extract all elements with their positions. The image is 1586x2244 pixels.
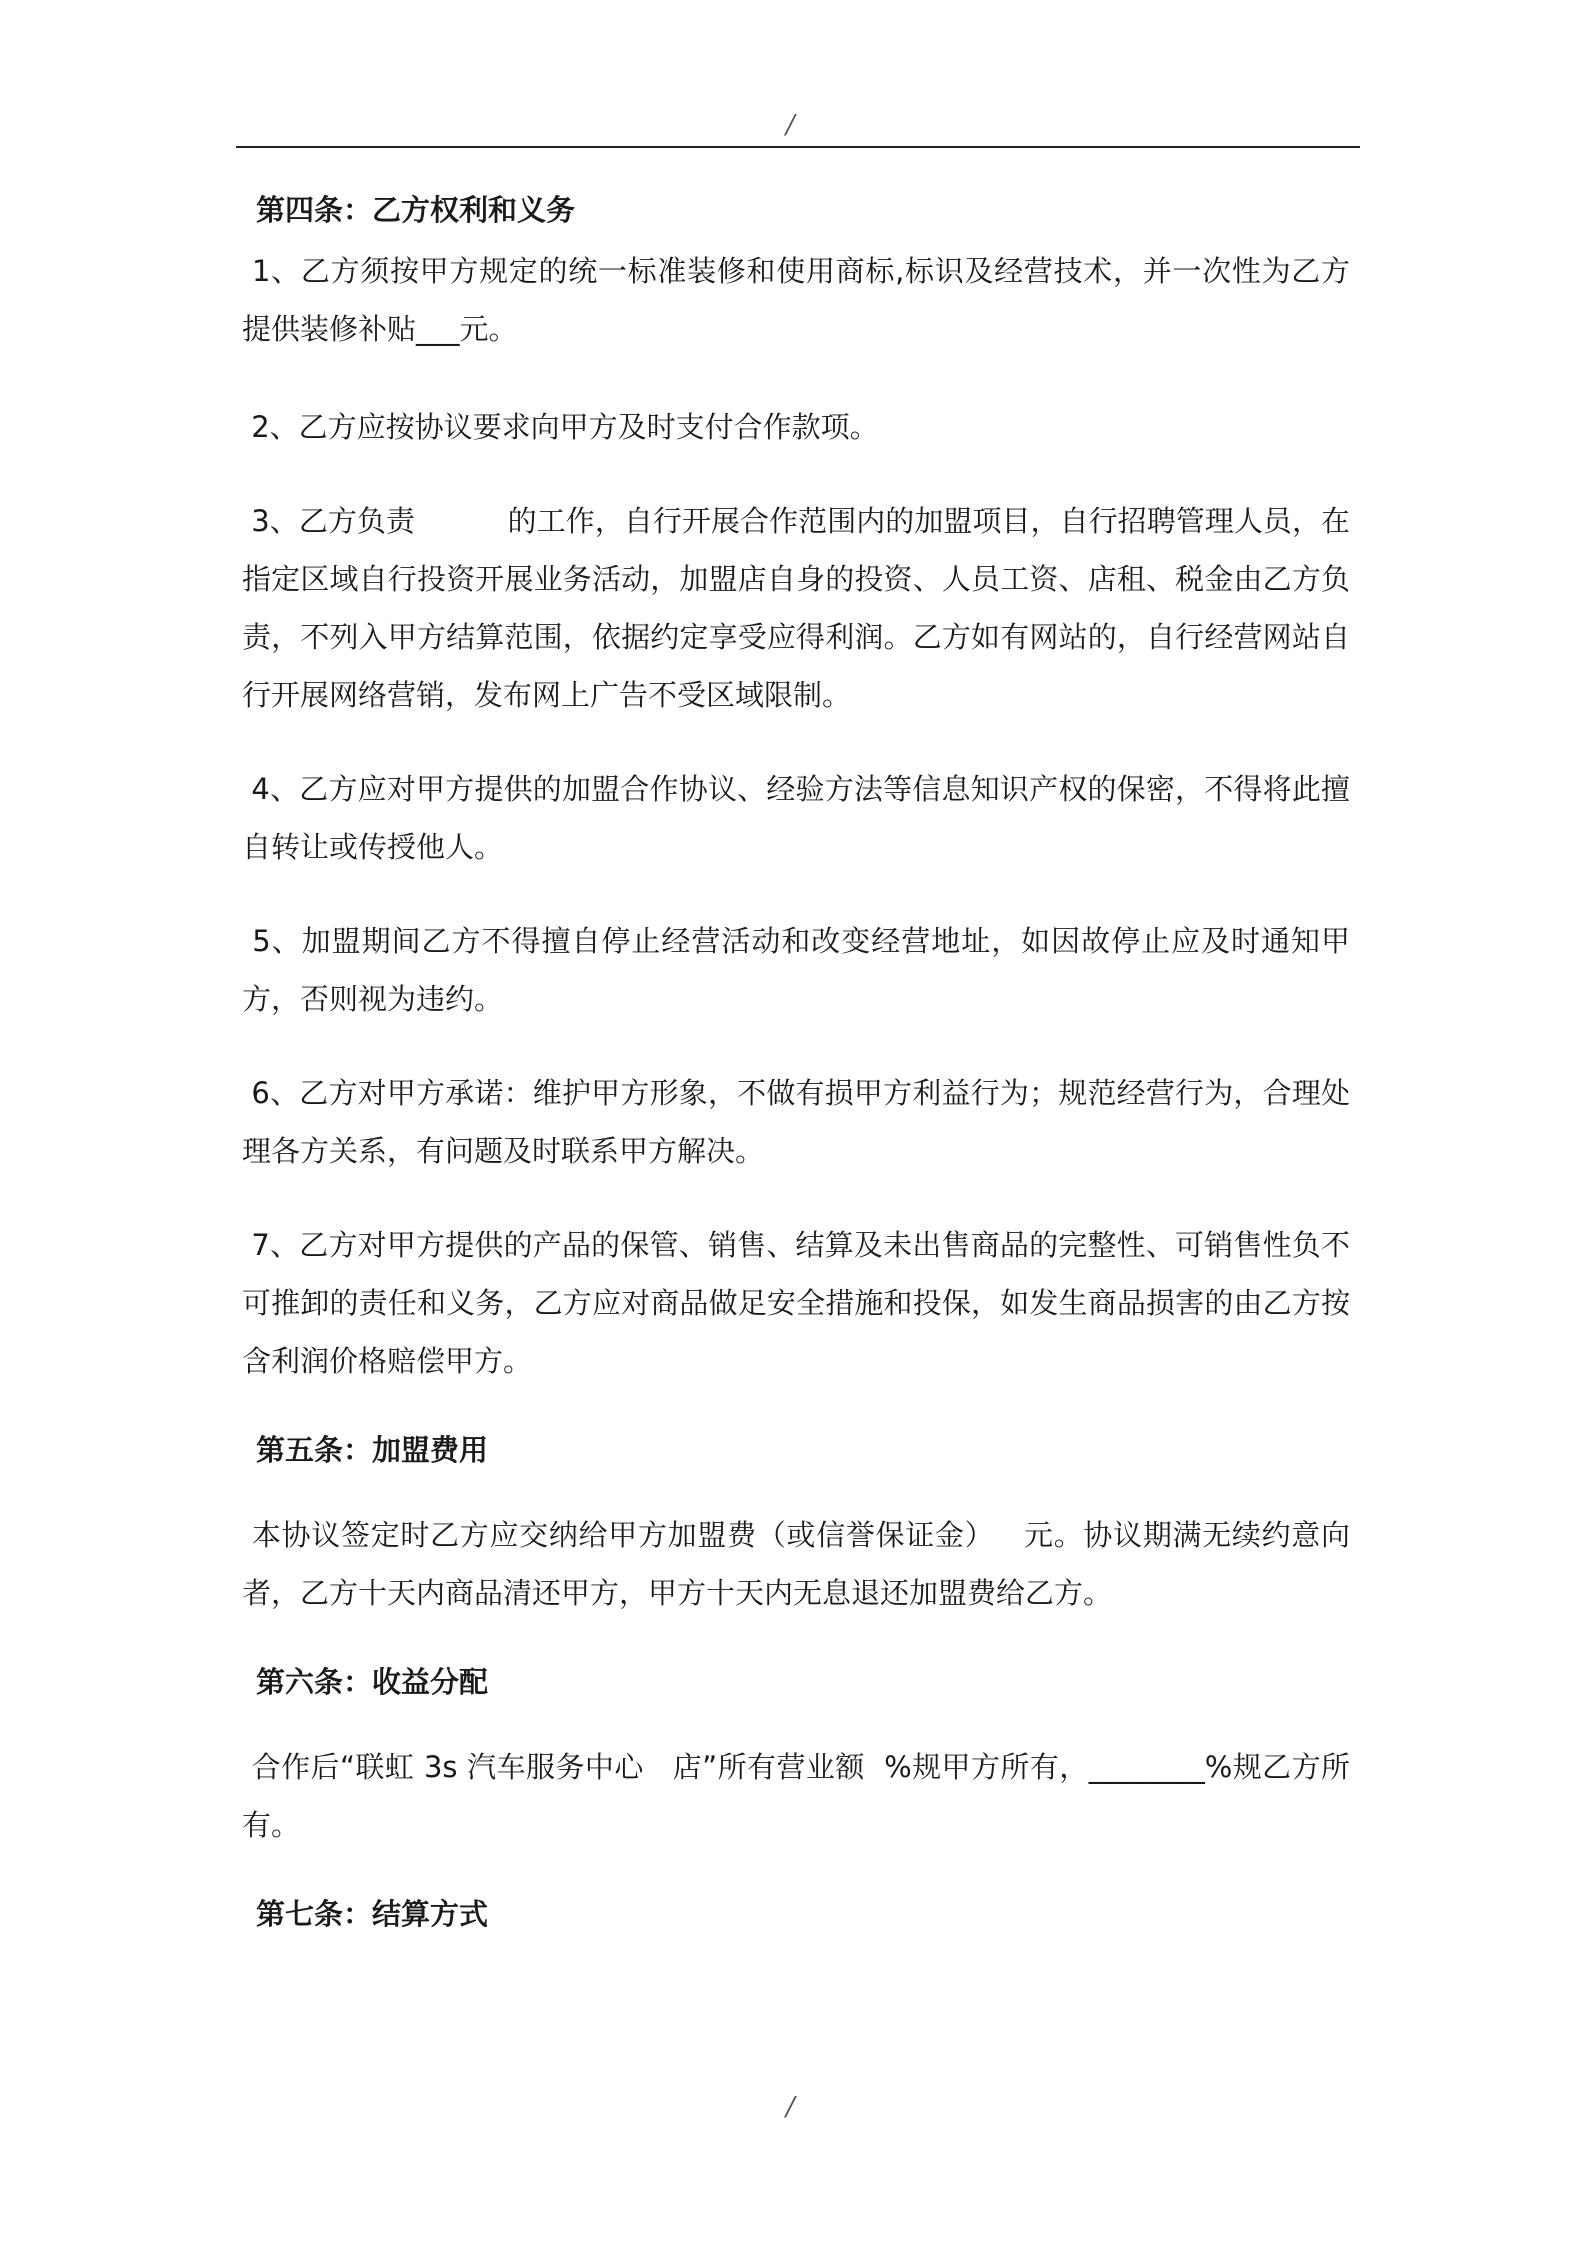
section-5-text: 本协议签定时乙方应交纳给甲方加盟费（或信誉保证金） 元。协议期满无续约意向者，乙方十天内商品清还甲方，甲方十天内无息退还加盟费给乙方。 [242,1518,1350,1610]
section-4-item-2: 2、乙方应按协议要求向甲方及时支付合作款项。 [242,410,879,444]
section-4-item-3: 3、乙方负责 的工作，自行开展合作范围内的加盟项目，自行招聘管理人员，在指定区域自行投资开展业务活动，加盟店自身的投资、人员工资、店租、税金由乙方负责，不列入甲方结算范围，依据约定享受应得利润。乙方如有网站的，自行经营网站自行开展网络营销，发布网上广告不受区域限制。 [242,504,1351,712]
section-4-item-6: 6、乙方对甲方承诺：维护甲方形象，不做有损甲方利益行为；规范经营行为，合理处理各方关系，有问题及时联系甲方解决。 [242,1076,1351,1168]
section-6-title: 第六条：收益分配 [256,1665,489,1699]
page-header-mark: / [786,110,795,140]
section-4-item-7: 7、乙方对甲方提供的产品的保管、销售、结算及未出售商品的完整性、可销售性负不可推卸的责任和义务，乙方应对商品做足安全措施和投保，如发生商品损害的由乙方按含利润价格赔偿甲方。 [242,1228,1351,1378]
section-5-title: 第五条：加盟费用 [256,1433,489,1467]
section-7-title: 第七条：结算方式 [256,1897,489,1931]
section-4-item-5: 5、加盟期间乙方不得擅自停止经营活动和改变经营地址，如因故停止应及时通知甲方，否则视为违约。 [242,924,1351,1016]
section-6-text: 合作后“联虹 3s 汽车服务中心 店”所有营业额 %规甲方所有，________%规乙方所有。 [242,1750,1351,1842]
section-4-title: 第四条：乙方权利和义务 [256,193,576,227]
header-divider [236,146,1360,148]
section-4-item-1: 1、乙方须按甲方规定的统一标准装修和使用商标,标识及经营技术，并一次性为乙方提供装修补贴___元。 [242,254,1351,346]
document-body [242,190,1350,1934]
page-footer-mark: / [786,2092,795,2122]
section-4-item-4: 4、乙方应对甲方提供的加盟合作协议、经验方法等信息知识产权的保密，不得将此擅自转让或传授他人。 [242,772,1351,864]
